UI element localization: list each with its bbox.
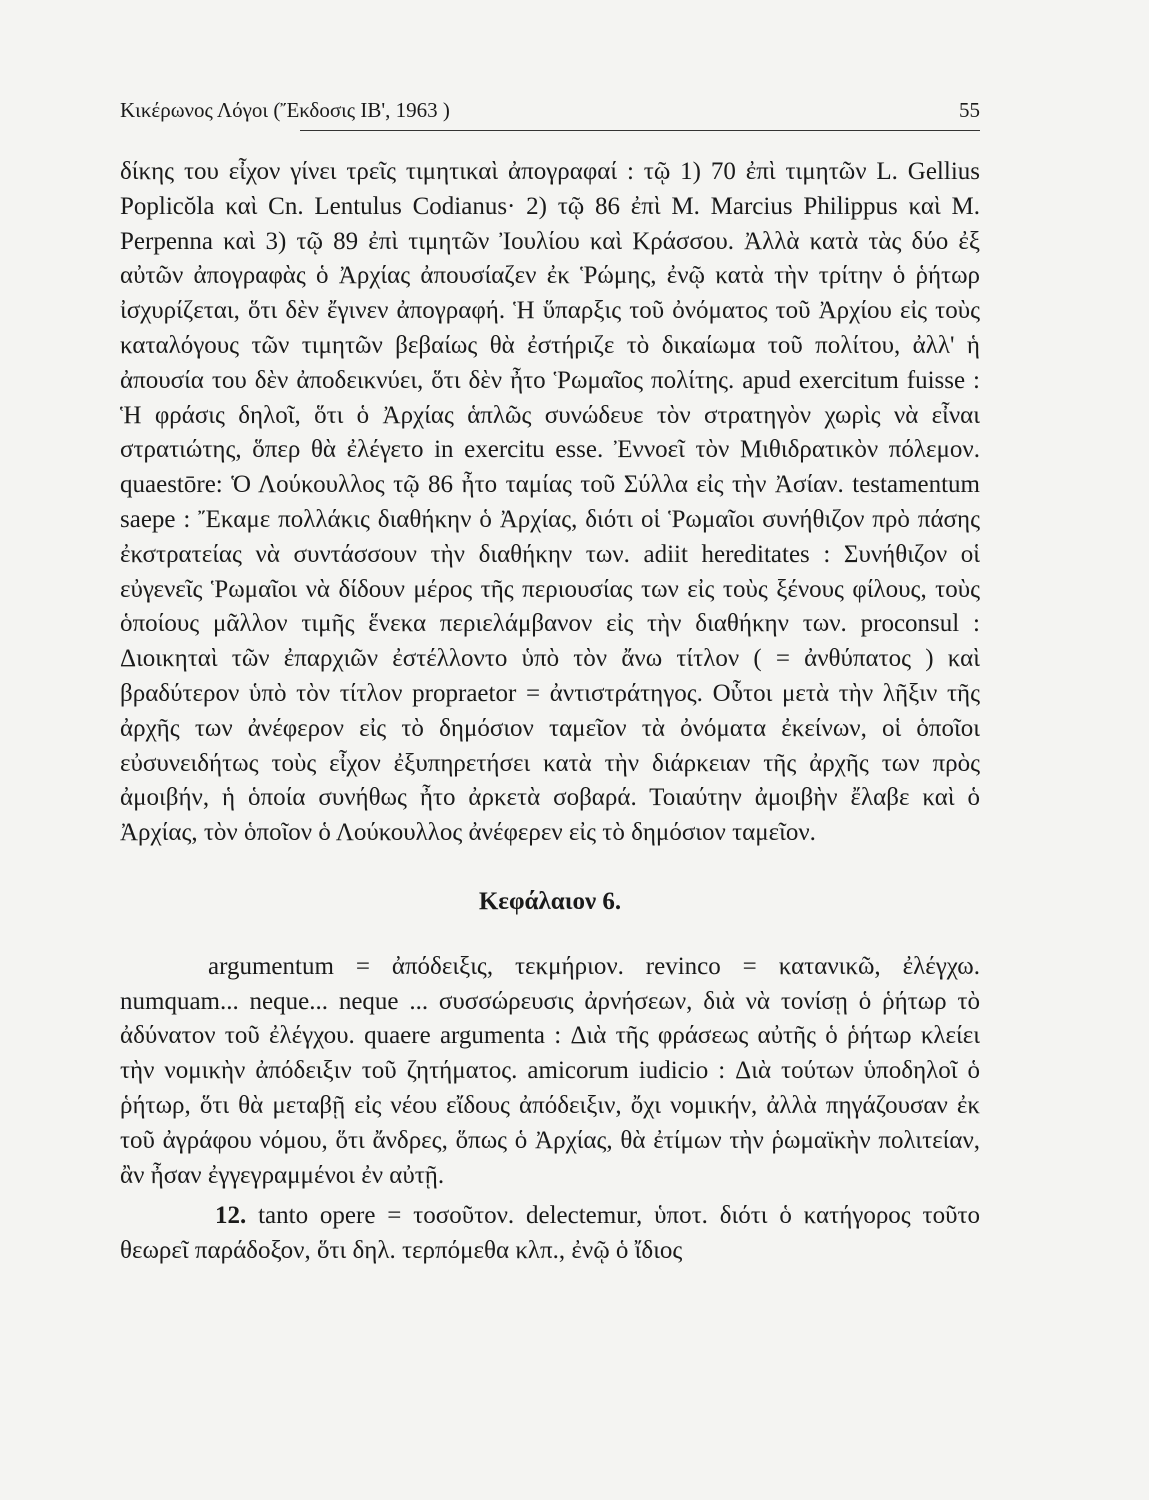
running-title: Κικέρωνος Λόγοι (Ἔκδοσις ΙΒ', 1963 ) [120, 98, 450, 122]
section-number: 12. [215, 1202, 247, 1230]
page-header [120, 98, 980, 123]
commentary-paragraph-2: argumentum = ἀπόδειξις, τεκμήριον. revinco = κατανικῶ, ἐλέγχω. numquam... neque... neque ... συσσώρευσις ἀρνήσεων, διὰ νὰ τονίσῃ ὁ ῥήτωρ τὸ ἀδύνατον τοῦ ἐλέγχου. quaere argumenta : Διὰ τῆς φράσεως αὐτῆς ὁ ῥήτωρ κλείει τὴν νομικὴν ἀπόδειξιν τοῦ ζητήματος. amicorum iudicio : Διὰ τούτων ὑποδηλοῖ ὁ ῥήτωρ, ὅτι θὰ μεταβῇ εἰς νέου εἴδους ἀπόδειξιν, ὄχι νομικήν, ἀλλὰ πηγάζουσαν ἐκ τοῦ ἀγράφου νόμου, ὅτι ἄνδρες, ὅπως ὁ Ἀρχίας, θὰ ἐτίμων τὴν ῥωμαϊκὴν πολιτείαν, ἂν ἦσαν ἐγγεγραμμένοι ἐν αὐτῇ. [120, 952, 980, 1189]
section-text: tanto opere = τοσοῦτον. delectemur, ὑποτ. διότι ὁ κατήγορος τοῦτο θεωρεῖ παράδοξον, ὅτι δηλ. τερπόμεθα κλπ., ἐνῷ ὁ ἴδιος [120, 1202, 980, 1265]
commentary-paragraph-1: δίκης του εἶχον γίνει τρεῖς τιμητικαὶ ἀπογραφαί : τῷ 1) 70 ἐπὶ τιμητῶν L. Gellius Poplicŏla καὶ Cn. Lentulus Codianus· 2) τῷ 86 ἐπὶ M. Marcius Philippus καὶ M. Perpenna καὶ 3) τῷ 89 ἐπὶ τιμητῶν Ἰουλίου καὶ Κράσσου. Ἀλλὰ κατὰ τὰς δύο ἐξ αὐτῶν ἀπογραφὰς ὁ Ἀρχίας ἀπουσίαζεν ἐκ Ῥώμης, ἐνῷ κατὰ τὴν τρίτην ὁ ῥήτωρ ἰσχυρίζεται, ὅτι δὲν ἔγινεν ἀπογραφή. Ἡ ὕπαρξις τοῦ ὀνόματος τοῦ Ἀρχίου εἰς τοὺς καταλόγους τῶν τιμητῶν βεβαίως θὰ ἐστήριζε τὸ δικαίωμα τοῦ πολίτου, ἀλλ' ἡ ἀπουσία του δὲν ἀποδεικνύει, ὅτι δὲν ἦτο Ῥωμαῖος πολίτης. apud exercitum fuisse : Ἡ φράσις δηλοῖ, ὅτι ὁ Ἀρχίας ἁπλῶς συνώδευε τὸν στρατηγὸν χωρὶς νὰ εἶναι στρατιώτης, ὅπερ θὰ ἐλέγετο in exercitu esse. Ἐννοεῖ τὸν Μιθιδρατικὸν πόλεμον. quaestōre: Ὁ Λούκουλλος τῷ 86 ἦτο ταμίας τοῦ Σύλλα εἰς τὴν Ἀσίαν. testamentum saepe : Ἔκαμε πολλάκις διαθήκην ὁ Ἀρχίας, διότι οἱ Ῥωμαῖοι συνήθιζον πρὸ πάσης ἐκστρατείας νὰ συντάσσουν τὴν διαθήκην των. adiit hereditates : Συνήθιζον οἱ εὐγενεῖς Ῥωμαῖοι νὰ δίδουν μέρος τῆς περιουσίας των εἰς τοὺς ξένους φίλους, τοὺς ὁποίους μᾶλλον τιμῆς ἕνεκα περιελάμβανον εἰς τὴν διαθήκην των. proconsul : Διοικηταὶ τῶν ἐπαρχιῶν ἐστέλλοντο ὑπὸ τὸν ἄνω τίτλον ( = ἀνθύπατος ) καὶ βραδύτερον ὑπὸ τὸν τίτλον propraetor = ἀντιστράτηγος. Οὗτοι μετὰ τὴν λῆξιν τῆς ἀρχῆς των ἀνέφερον εἰς τὸ δημόσιον ταμεῖον τὰ ὀνόματα ἐκείνων, οἱ ὁποῖοι εὐσυνειδήτως τοὺς εἶχον ἐξυπηρετήσει κατὰ τὴν διάρκειαν τῆς ἀρχῆς των πρὸς ἀμοιβήν, ἡ ὁποία συνήθως ἦτο ἀρκετὰ σοβαρά. Τοιαύτην ἀμοιβὴν ἔλαβε καὶ ὁ Ἀρχίας, τὸν ὁποῖον ὁ Λούκουλλος ἀνέφερεν εἰς τὸ δημόσιον ταμεῖον. [120, 158, 980, 847]
page-number: 55 [959, 98, 980, 122]
chapter-heading: Κεφάλαιον 6. [478, 887, 622, 915]
body-text [120, 155, 980, 1269]
commentary-paragraph-3 [120, 1199, 980, 1269]
header-rule [300, 130, 980, 131]
